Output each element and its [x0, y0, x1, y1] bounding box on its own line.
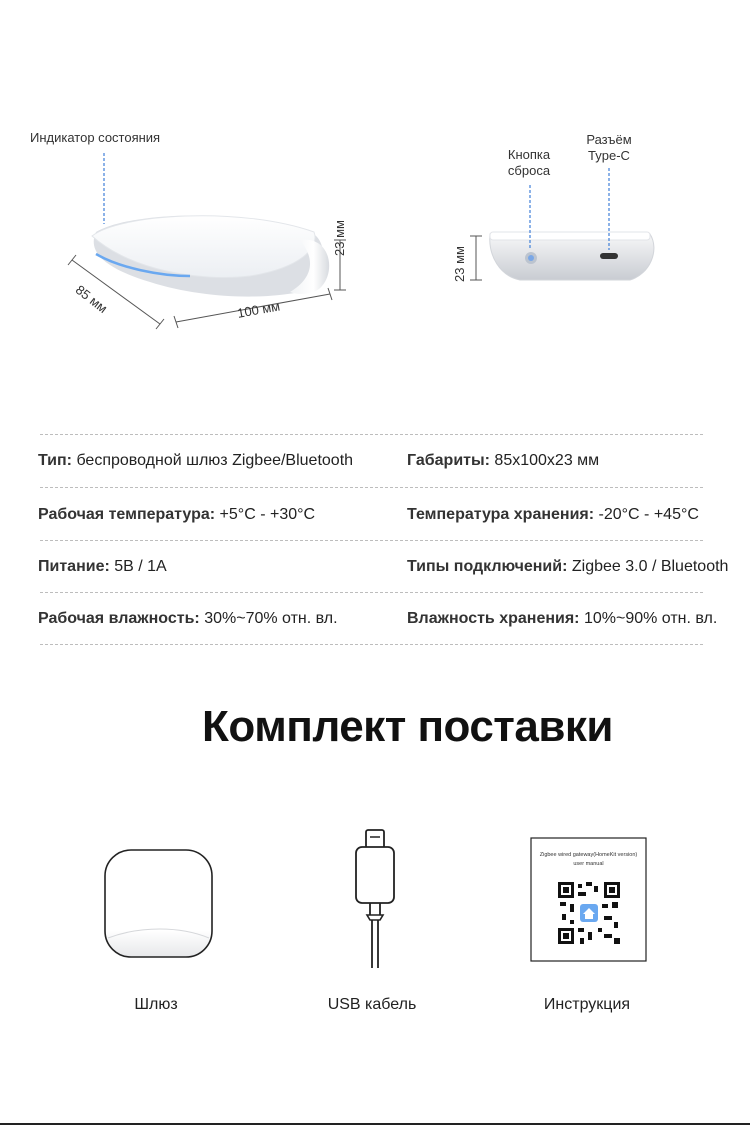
spec-key: Влажность хранения: — [407, 610, 580, 627]
width-dimension-label: 100 мм — [236, 298, 282, 321]
spec-left — [38, 452, 353, 470]
kit-item-gateway-label: Шлюз — [134, 996, 178, 1013]
spec-left — [38, 558, 167, 576]
divider — [40, 540, 703, 541]
spec-key: Рабочая влажность: — [38, 610, 200, 627]
spec-key: Температура хранения: — [407, 506, 595, 523]
spec-value: 10%~90% отн. вл. — [579, 610, 718, 627]
kit-title: Комплект поставки — [202, 702, 613, 751]
kit-item-manual-label: Инструкция — [543, 996, 631, 1013]
spec-key: Питание: — [38, 558, 110, 575]
divider — [40, 487, 703, 488]
spec-key: Тип: — [38, 452, 72, 469]
spec-key: Типы подключений: — [407, 558, 568, 575]
divider — [40, 592, 703, 593]
divider — [40, 434, 703, 435]
kit-illustrations — [0, 820, 750, 980]
status-indicator-label: Индикатор состояния — [30, 130, 161, 145]
spec-key: Рабочая температура: — [38, 506, 216, 523]
type-c-label-line2: Type-C — [588, 148, 630, 163]
kit-item-usb-cable-label: USB кабель — [327, 996, 417, 1013]
side-height-dimension-label: 23 мм — [452, 246, 467, 282]
depth-dimension-label: 85 мм — [72, 282, 111, 316]
gateway-kit-icon — [105, 850, 212, 957]
type-c-label — [574, 132, 644, 164]
spec-key: Габариты: — [407, 452, 490, 469]
spec-value: Zigbee 3.0 / Bluetooth — [567, 558, 729, 575]
spec-value: 30%~70% отн. вл. — [199, 610, 338, 627]
spec-value: 5В / 1А — [109, 558, 167, 575]
height-dimension-label: 23 мм — [332, 220, 347, 256]
spec-right — [407, 506, 699, 524]
reset-button-label — [494, 147, 564, 179]
spec-left — [38, 506, 315, 524]
divider — [40, 644, 703, 645]
spec-value: беспроводной шлюз Zigbee/Bluetooth — [72, 452, 354, 469]
spec-value: +5°С - +30°С — [215, 506, 316, 523]
spec-left — [38, 610, 338, 628]
spec-right — [407, 558, 728, 576]
spec-value: -20°С - +45°С — [594, 506, 699, 523]
manual-card-subtitle: user manual — [573, 861, 604, 867]
spec-right — [407, 452, 599, 470]
device-front-view — [0, 0, 750, 360]
spec-right — [407, 610, 717, 628]
usb-cable-icon — [356, 830, 394, 968]
reset-button-label-line1: Кнопка — [507, 147, 551, 162]
spec-value: 85x100x23 мм — [489, 452, 600, 469]
reset-button-label-line2: сброса — [507, 163, 551, 178]
manual-card-title: Zigbee wired gateway(HomeKit version) — [539, 852, 638, 858]
type-c-label-line1: Разъём — [586, 132, 632, 147]
